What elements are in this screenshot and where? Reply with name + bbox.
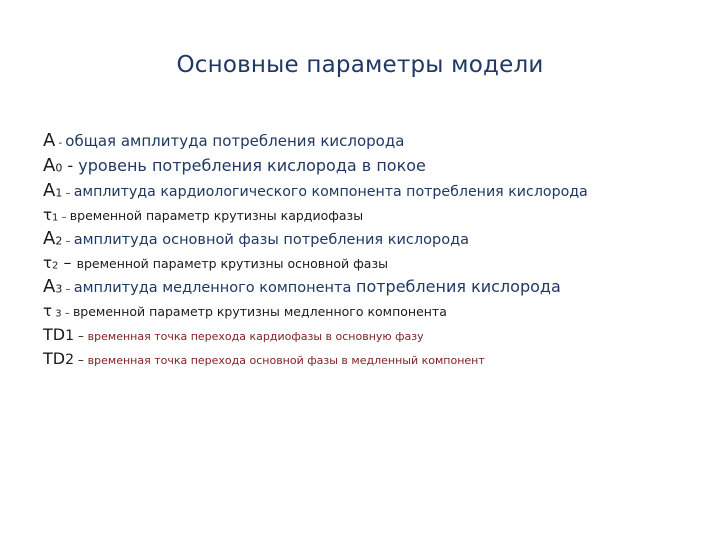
param-line-a0 <box>43 157 426 175</box>
param-symbol: A <box>43 130 56 151</box>
param-subscript: 1 <box>52 212 59 224</box>
param-description: временная точка перехода основной фазы в медленный компонент <box>87 354 485 367</box>
param-symbol: τ <box>43 254 53 272</box>
param-line-tau1 <box>43 208 363 224</box>
param-separator: - <box>62 156 79 175</box>
param-subscript: 1 <box>65 328 75 344</box>
param-symbol: τ <box>43 206 53 224</box>
param-separator: - <box>55 138 66 149</box>
param-subscript: 3 <box>52 308 62 320</box>
param-symbol: TD <box>43 349 66 368</box>
param-description: временной параметр крутизны медленного компонента <box>72 304 447 319</box>
param-description: временная точка перехода кардиофазы в основную фазу <box>87 330 424 343</box>
param-description-emphasis: потребления кислорода <box>355 277 561 296</box>
param-separator: – <box>62 284 74 295</box>
param-line-a3 <box>43 278 561 296</box>
param-separator: – <box>58 212 70 223</box>
param-line-td2 <box>43 351 485 367</box>
param-line-td1 <box>43 327 424 343</box>
param-description: амплитуда медленного компонента <box>73 280 356 296</box>
param-separator: – <box>61 308 73 319</box>
param-separator: – <box>58 253 77 272</box>
param-line-a1 <box>43 182 588 200</box>
param-subscript: 3 <box>55 282 63 296</box>
param-separator: – <box>74 353 88 367</box>
param-symbol: τ <box>43 302 53 320</box>
param-line-tau2 <box>43 255 388 272</box>
param-symbol: A <box>43 155 56 176</box>
param-symbol: A <box>43 228 56 249</box>
param-symbol: TD <box>43 325 66 344</box>
param-description: амплитуда кардиологического компонента потребления кислорода <box>73 184 588 200</box>
param-symbol: A <box>43 180 56 201</box>
slide-title: Основные параметры модели <box>176 52 544 78</box>
param-description: амплитуда основной фазы потребления кислорода <box>73 232 469 248</box>
param-subscript: 2 <box>52 260 59 272</box>
param-description: уровень потребления кислорода в покое <box>78 156 426 175</box>
param-subscript: 0 <box>55 161 63 175</box>
param-subscript: 2 <box>65 352 75 368</box>
param-separator: – <box>74 329 88 343</box>
param-description: временной параметр крутизны кардиофазы <box>69 208 364 223</box>
param-separator: – <box>62 188 74 199</box>
param-symbol: A <box>43 276 56 297</box>
param-description: временной параметр крутизны основной фазы <box>76 256 388 271</box>
param-line-a2 <box>43 230 469 248</box>
param-separator: – <box>62 236 74 247</box>
param-line-tau3 <box>43 304 447 320</box>
param-subscript: 1 <box>55 186 63 200</box>
param-line-a <box>43 132 404 150</box>
param-subscript: 2 <box>55 234 63 248</box>
param-description: общая амплитуда потребления кислорода <box>65 132 405 150</box>
